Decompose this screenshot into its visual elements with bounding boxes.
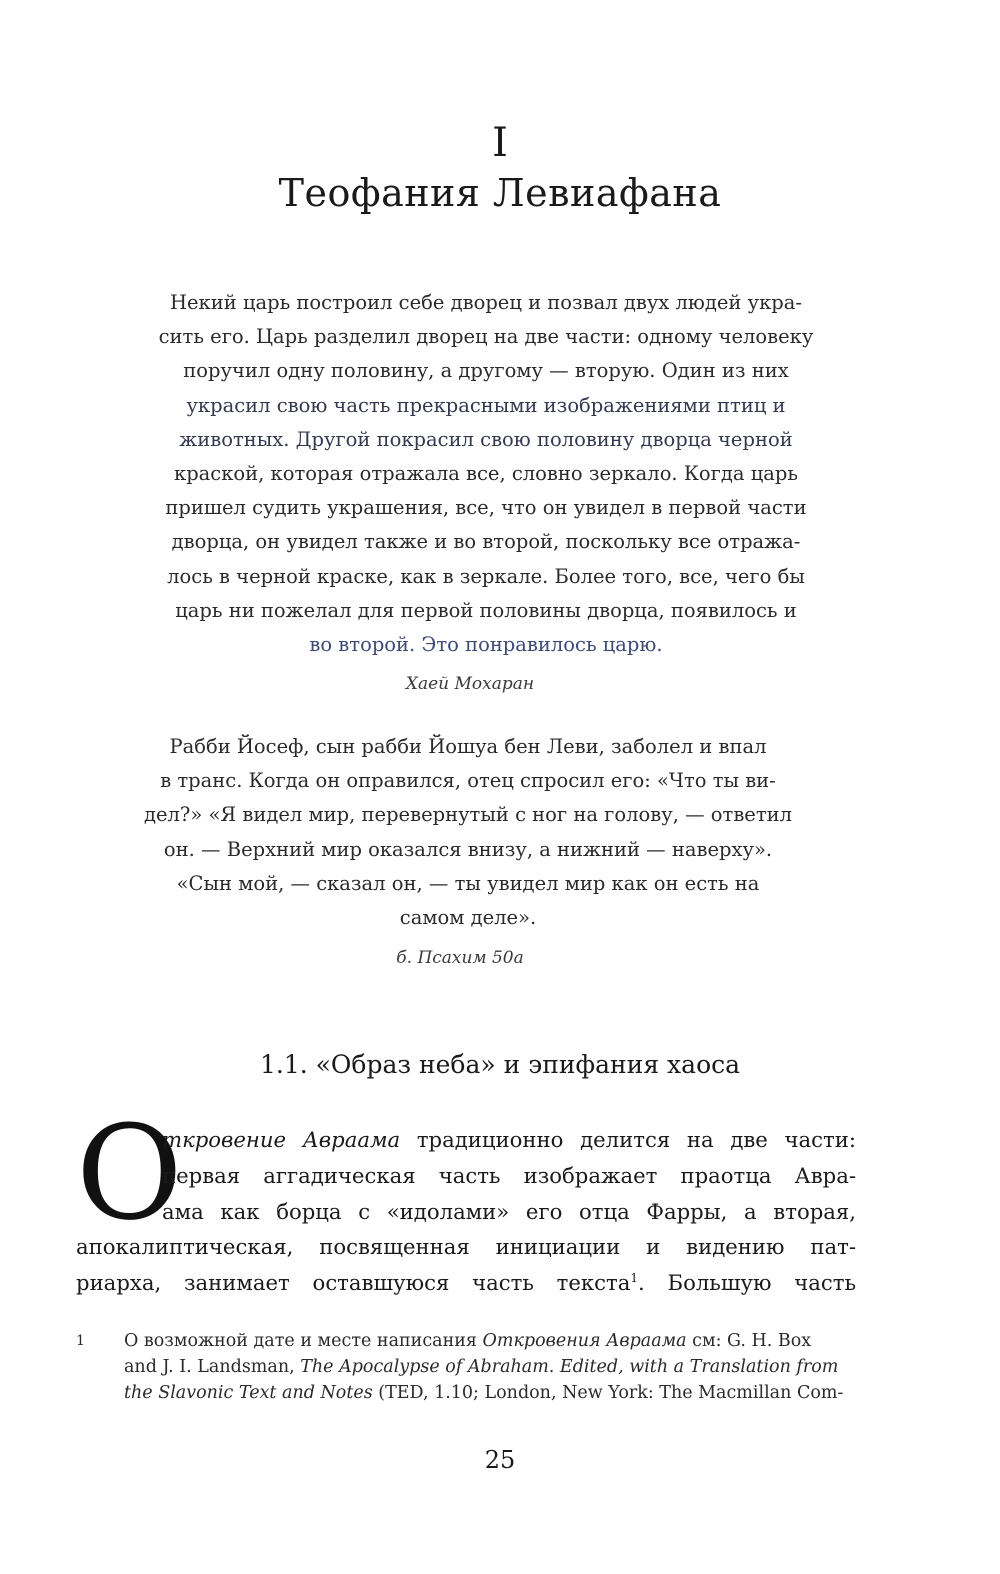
body-text-span: . Большую часть [638, 1270, 856, 1296]
body-text-span: традиционно делится на две части: [400, 1127, 856, 1152]
epigraph-line: пришел судить украшения, все, что он увидел в первой части [165, 496, 807, 520]
epigraph-line: Рабби Йосеф, сын рабби Йошуа бен Леви, заболел и впал [169, 735, 767, 758]
epigraph-line: сить его. Царь разделил дворец на две части: одному человеку [158, 325, 814, 349]
footnote-text: and J. I. Landsman, [124, 1357, 301, 1377]
epigraph-pesachim [110, 730, 826, 935]
body-line: ама как борца с «идолами» его отца Фарры, а вторая, [162, 1198, 856, 1224]
body-text-span: риарха, занимает оставшуюся часть текста [76, 1270, 631, 1296]
body-line [76, 1122, 856, 1158]
footnote-work-title: the Slavonic Text and Notes [124, 1383, 373, 1403]
footnote-work-title: The Apocalypse of Abraham. Edited, with a Translation from [300, 1357, 839, 1377]
epigraph-line: «Сын мой, — сказал он, — ты увидел мир как он есть на [176, 871, 760, 895]
epigraph-line: краской, которая отражала все, словно зеркало. Когда царь [174, 462, 798, 486]
epigraph-attribution: Хаей Мохаран [405, 674, 535, 694]
footnote-line [124, 1354, 858, 1380]
epigraph-line: дворца, он увидел также и во второй, поскольку все отража- [171, 530, 801, 554]
epigraph-line: царь ни пожелал для первой половины дворца, появилось и [175, 598, 797, 622]
epigraph-line: он. — Верхний мир оказался внизу, а нижний — наверху». [163, 837, 773, 861]
epigraph-line: лось в черной краске, как в зеркале. Более того, все, чего бы [167, 564, 805, 588]
epigraph-line: самом деле». [399, 906, 537, 930]
epigraph-khayei-moharan [128, 286, 844, 662]
footnote-number: 1 [76, 1333, 85, 1349]
epigraph-line: дел?» «Я видел мир, перевернутый с ног на голову, — ответил [143, 803, 793, 827]
epigraph-line: в транс. Когда он оправился, отец спросил его: «Что ты ви- [160, 769, 776, 793]
body-line: первая аггадическая часть изображает праотца Авра- [162, 1162, 856, 1188]
chapter-number: I [492, 120, 508, 166]
chapter-title: Теофания Левиафана [278, 171, 722, 215]
epigraph-line: во второй. Это понравилось царю. [309, 633, 663, 657]
body-paragraph [76, 1122, 856, 1301]
epigraph-line: животных. Другой покрасил свою половину дворца черной [179, 427, 793, 451]
epigraph-line: Некий царь построил себе дворец и позвал двух людей укра- [170, 291, 802, 314]
footnote-text: см: G. H. Box [686, 1331, 812, 1351]
footnote [76, 1328, 858, 1406]
footnote-body [124, 1328, 858, 1406]
footnote-text: (TED, 1.10; London, New York: The Macmillan Com- [372, 1383, 844, 1403]
page-number: 25 [484, 1446, 516, 1474]
work-title: ткровение Авраама [162, 1127, 401, 1152]
epigraph-attribution: б. Псахим 50а [396, 948, 524, 968]
footnote-reference[interactable]: 1 [630, 1271, 638, 1286]
drop-cap: О [76, 1097, 183, 1249]
epigraph-line: украсил свою часть прекрасными изображениями птиц и [186, 393, 786, 417]
footnote-text: О возможной дате и месте написания [124, 1331, 483, 1351]
body-line [76, 1265, 856, 1301]
epigraph-line: поручил одну половину, а другому — вторую. Один из них [183, 359, 789, 383]
body-line: апокалиптическая, посвященная инициации и видению пат- [76, 1234, 856, 1260]
footnote-line [124, 1380, 858, 1406]
footnote-work-title: Откровения Авраама [482, 1331, 687, 1351]
footnote-line [124, 1328, 858, 1354]
section-heading: 1.1. «Образ неба» и эпифания хаоса [259, 1050, 741, 1079]
